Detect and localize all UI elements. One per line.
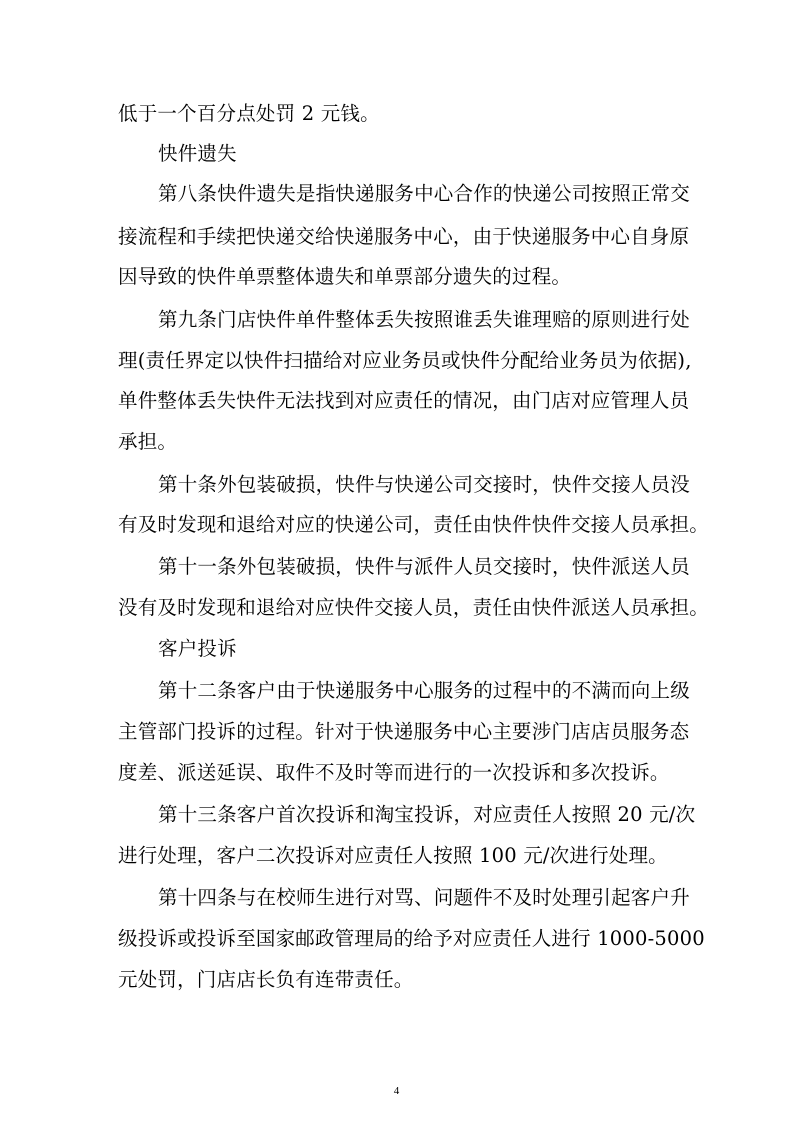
section-heading-lost-items: 快件遗失 — [158, 142, 237, 165]
paragraph-line: 承担。 — [118, 430, 178, 453]
paragraph-line: 级投诉或投诉至国家邮政管理局的给予对应责任人进行 1000-5000 — [118, 927, 705, 950]
page-number: 4 — [393, 1085, 400, 1097]
paragraph-line: 第十条外包装破损，快件与快递公司交接时，快件交接人员没 — [158, 473, 690, 496]
paragraph-line: 理(责任界定以快件扫描给对应业务员或快件分配给业务员为依据), — [118, 349, 692, 372]
paragraph-line: 度差、派送延误、取件不及时等而进行的一次投诉和多次投诉。 — [118, 761, 670, 784]
paragraph-line: 接流程和手续把快递交给快递服务中心，由于快递服务中心自身原 — [118, 225, 690, 248]
paragraph-line: 有及时发现和退给对应的快递公司，责任由快件快件交接人员承担。 — [118, 513, 710, 536]
paragraph-line: 主管部门投诉的过程。针对于快递服务中心主要涉门店店员服务态 — [118, 720, 690, 743]
paragraph-line: 因导致的快件单票整体遗失和单票部分遗失的过程。 — [118, 265, 572, 288]
paragraph-line: 单件整体丢失快件无法找到对应责任的情况，由门店对应管理人员 — [118, 389, 690, 412]
paragraph-line: 元处罚，门店店长负有连带责任。 — [118, 968, 414, 991]
section-heading-complaints: 客户投诉 — [158, 637, 237, 660]
paragraph-line: 第十二条客户由于快递服务中心服务的过程中的不满而向上级 — [158, 679, 690, 702]
paragraph-line: 低于一个百分点处罚 2 元钱。 — [118, 102, 380, 125]
paragraph-line: 第八条快件遗失是指快递服务中心合作的快递公司按照正常交 — [158, 182, 690, 205]
paragraph-line: 第十一条外包装破损，快件与派件人员交接时，快件派送人员 — [158, 555, 690, 578]
paragraph-line: 进行处理，客户二次投诉对应责任人按照 100 元/次进行处理。 — [118, 844, 668, 867]
paragraph-line: 第十三条客户首次投诉和淘宝投诉，对应责任人按照 20 元/次 — [158, 803, 696, 826]
paragraph-line: 没有及时发现和退给对应快件交接人员，责任由快件派送人员承担。 — [118, 596, 710, 619]
paragraph-line: 第九条门店快件单件整体丢失按照谁丢失谁理赔的原则进行处 — [158, 308, 690, 331]
paragraph-line: 第十四条与在校师生进行对骂、问题件不及时处理引起客户升 — [158, 886, 690, 909]
